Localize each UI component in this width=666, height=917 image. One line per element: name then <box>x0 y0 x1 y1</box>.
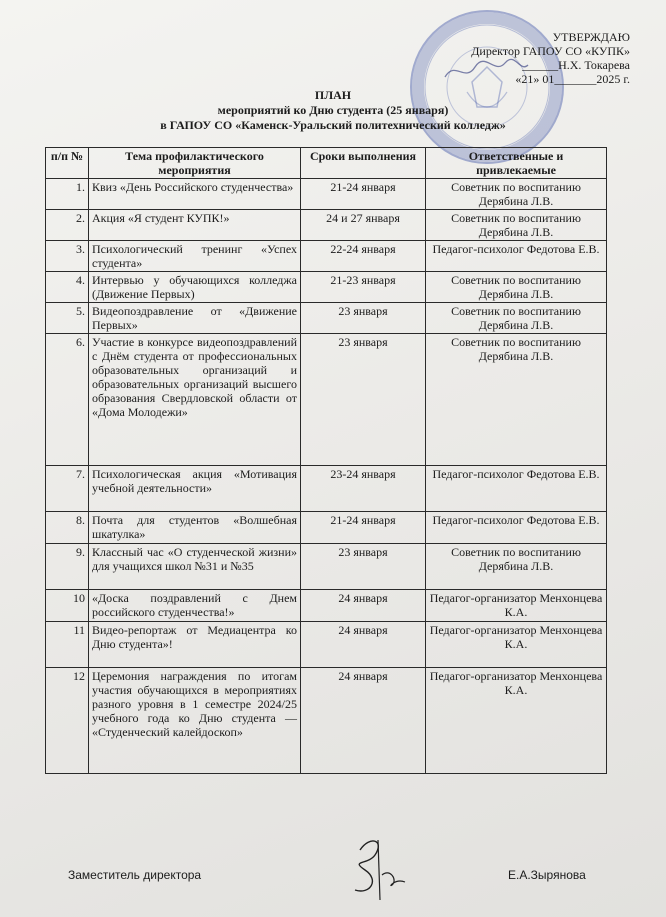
row-date: 21-24 января <box>301 512 426 544</box>
row-responsible: Педагог-психолог Федотова Е.В. <box>426 466 607 512</box>
table-row <box>46 512 607 544</box>
row-number: 11 <box>46 622 89 668</box>
row-number: 8. <box>46 512 89 544</box>
table-header-row <box>46 148 607 179</box>
col-topic-header: Тема профилактического мероприятия <box>89 148 301 179</box>
row-topic: Квиз «День Российского студенчества» <box>89 179 301 210</box>
row-number: 3. <box>46 241 89 272</box>
row-topic: Акция «Я студент КУПК!» <box>89 210 301 241</box>
row-responsible: Советник по воспитанию Дерябина Л.В. <box>426 179 607 210</box>
document-heading <box>0 88 666 133</box>
col-number-header: п/п № <box>46 148 89 179</box>
col-responsible-header: Ответственные и привлекаемые <box>426 148 607 179</box>
table-row <box>46 272 607 303</box>
row-number: 6. <box>46 334 89 466</box>
approval-position: Директор ГАПОУ СО «КУПК» <box>471 44 630 58</box>
approval-date: «21» 01_______2025 г. <box>515 72 630 86</box>
table-row <box>46 179 607 210</box>
row-topic: «Доска поздравлений с Днем российского студенчества!» <box>89 590 301 622</box>
table-row <box>46 210 607 241</box>
row-responsible: Педагог-организатор Менхонцева К.А. <box>426 622 607 668</box>
row-date: 23 января <box>301 334 426 466</box>
row-date: 24 января <box>301 668 426 774</box>
plan-subtitle: мероприятий ко Дню студента (25 января) <box>217 103 449 117</box>
plan-organization: в ГАПОУ СО «Каменск-Уральский политехнический колледж» <box>160 118 506 132</box>
events-table <box>45 147 607 774</box>
approval-day: 21 <box>521 72 534 86</box>
col-dates-header: Сроки выполнения <box>301 148 426 179</box>
table-row <box>46 544 607 590</box>
row-responsible: Педагог-психолог Федотова Е.В. <box>426 512 607 544</box>
row-responsible: Педагог-организатор Менхонцева К.А. <box>426 668 607 774</box>
approval-name: ______Н.Х. Токарева <box>522 58 630 72</box>
row-date: 22-24 января <box>301 241 426 272</box>
row-responsible: Советник по воспитанию Дерябина Л.В. <box>426 272 607 303</box>
signatory-position: Заместитель директора <box>68 868 202 882</box>
row-date: 24 и 27 января <box>301 210 426 241</box>
row-date: 23 января <box>301 544 426 590</box>
row-topic: Почта для студентов «Волшебная шкатулка» <box>89 512 301 544</box>
row-responsible: Педагог-психолог Федотова Е.В. <box>426 241 607 272</box>
row-date: 21-24 января <box>301 179 426 210</box>
row-responsible: Советник по воспитанию Дерябина Л.В. <box>426 334 607 466</box>
approval-heading: УТВЕРЖДАЮ <box>552 30 630 44</box>
row-number: 7. <box>46 466 89 512</box>
approval-year: 2025 г. <box>596 72 630 86</box>
approval-month: 01 <box>542 72 555 86</box>
plan-title: ПЛАН <box>314 88 352 102</box>
row-date: 23-24 января <box>301 466 426 512</box>
row-date: 21-23 января <box>301 272 426 303</box>
director-signature <box>440 55 530 85</box>
row-number: 1. <box>46 179 89 210</box>
row-number: 10 <box>46 590 89 622</box>
row-responsible: Советник по воспитанию Дерябина Л.В. <box>426 303 607 334</box>
row-topic: Классный час «О студенческой жизни» для учащихся школ №31 и №35 <box>89 544 301 590</box>
table-row <box>46 334 607 466</box>
row-topic: Церемония награждения по итогам участия обучающихся в мероприятиях разного уровня в 1 семестре 2024/25 учебного года ко Дню студента — «Студенческий калейдоскоп» <box>89 668 301 774</box>
row-topic: Психологический тренинг «Успех студента» <box>89 241 301 272</box>
row-topic: Видеопоздравление от «Движение Первых» <box>89 303 301 334</box>
table-row <box>46 590 607 622</box>
signatory-name: Е.А.Зырянова <box>508 868 586 882</box>
row-number: 2. <box>46 210 89 241</box>
row-number: 5. <box>46 303 89 334</box>
row-responsible: Педагог-организатор Менхонцева К.А. <box>426 590 607 622</box>
row-date: 24 января <box>301 622 426 668</box>
row-topic: Интервью у обучающихся колледжа (Движение Первых) <box>89 272 301 303</box>
table-row <box>46 241 607 272</box>
row-number: 4. <box>46 272 89 303</box>
deputy-signature <box>340 830 420 905</box>
table-row <box>46 303 607 334</box>
row-number: 12 <box>46 668 89 774</box>
table-row <box>46 668 607 774</box>
row-responsible: Советник по воспитанию Дерябина Л.В. <box>426 210 607 241</box>
row-topic: Психологическая акция «Мотивация учебной деятельности» <box>89 466 301 512</box>
row-date: 24 января <box>301 590 426 622</box>
row-topic: Видео-репортаж от Медиацентра ко Дню студента»! <box>89 622 301 668</box>
table-row <box>46 622 607 668</box>
row-responsible: Советник по воспитанию Дерябина Л.В. <box>426 544 607 590</box>
row-date: 23 января <box>301 303 426 334</box>
row-number: 9. <box>46 544 89 590</box>
row-topic: Участие в конкурсе видеопоздравлений с Днём студента от профессиональных образовательных организаций и образовательных организаций высшего образования Свердловской области от «Дома Молодежи» <box>89 334 301 466</box>
table-row <box>46 466 607 512</box>
